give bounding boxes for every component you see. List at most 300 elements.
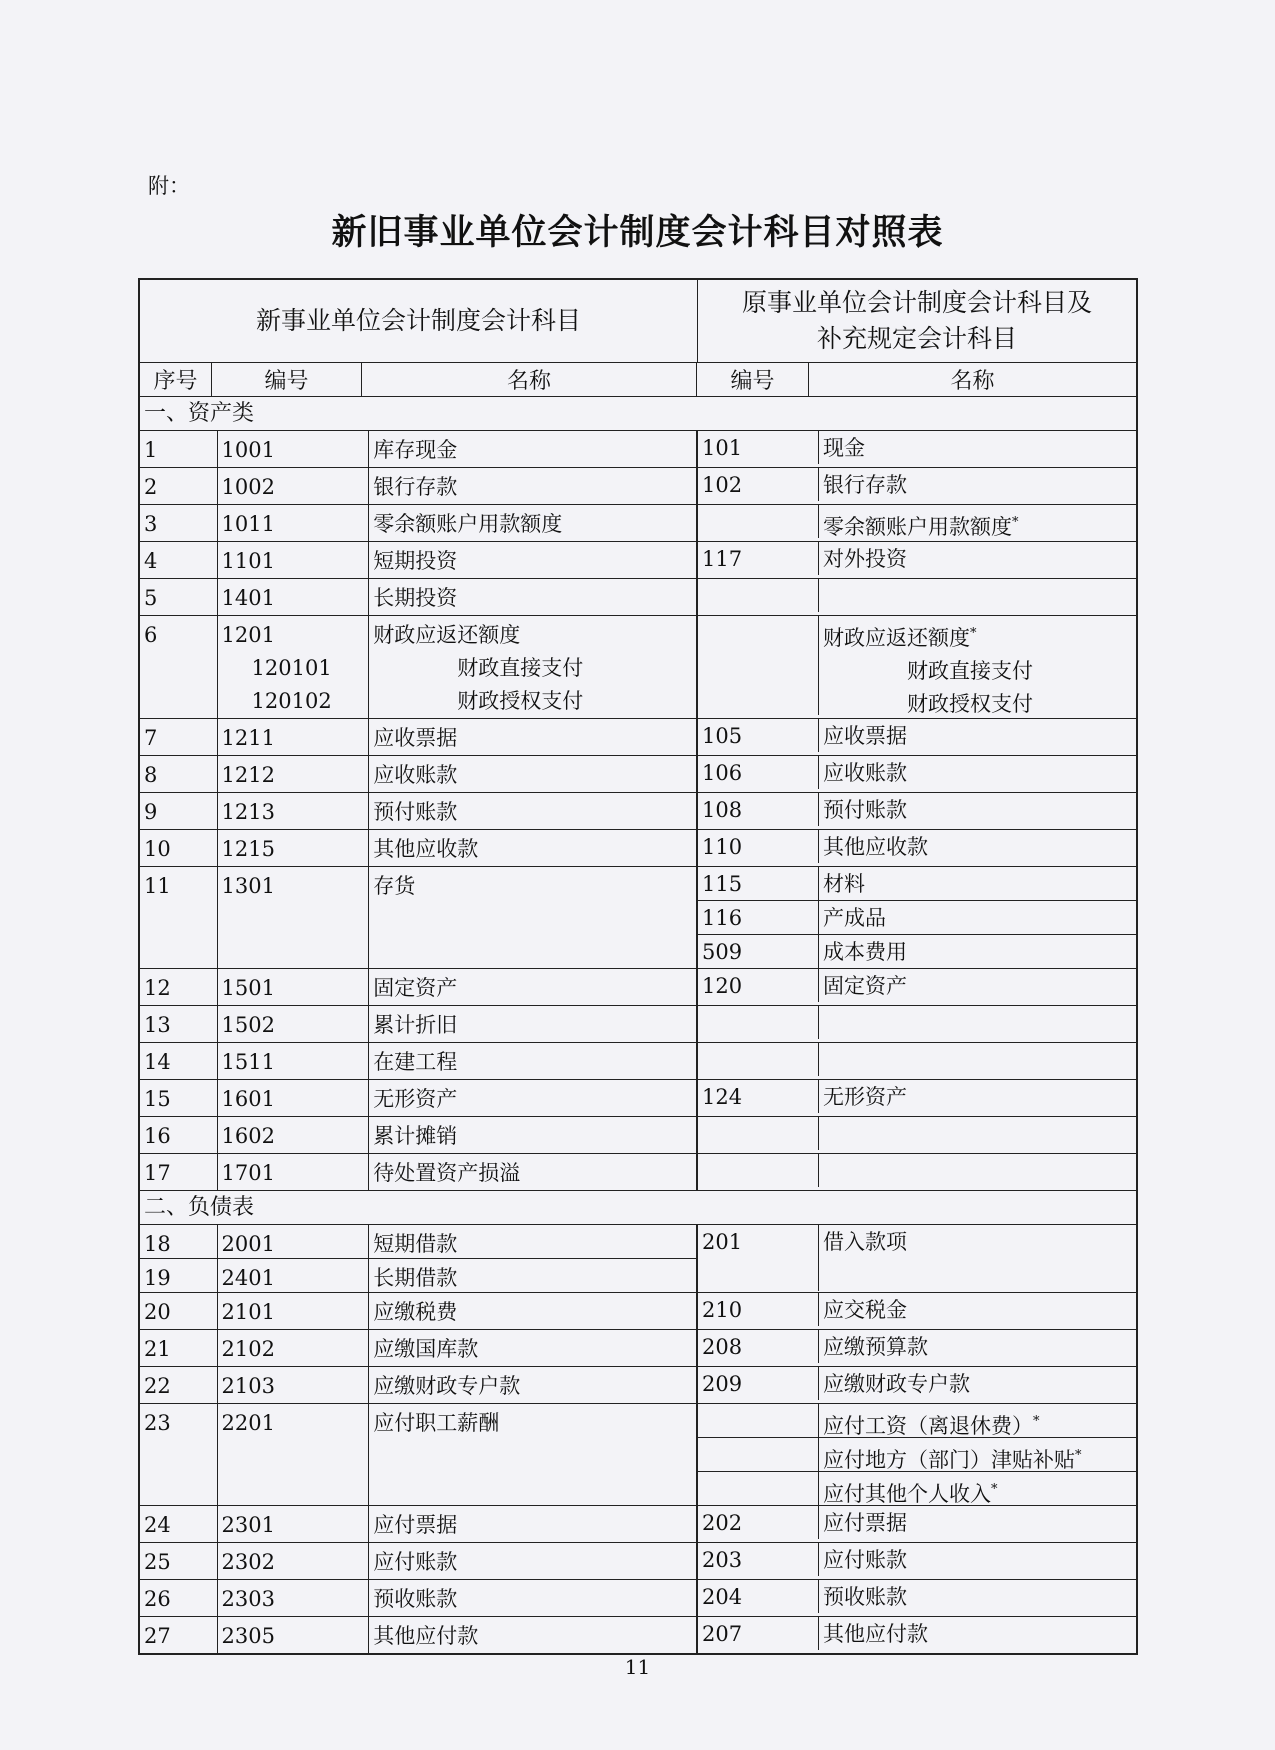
seq-cell: 18 xyxy=(140,1225,218,1258)
code-cell: 2301 xyxy=(218,1506,370,1542)
table-row xyxy=(140,431,1136,468)
name-text: 预付账款 xyxy=(373,800,458,824)
old-name-text: 其他应收款 xyxy=(823,835,928,859)
seq-cell: 12 xyxy=(140,969,218,1005)
code-cell xyxy=(218,579,370,615)
code-cell: 2001 xyxy=(218,1225,370,1258)
table-row xyxy=(140,1006,1136,1043)
old-subjects xyxy=(698,867,1136,968)
old-subjects xyxy=(698,719,1136,755)
old-name-cell xyxy=(819,1438,1136,1471)
name-cell: 应付账款 xyxy=(369,1543,697,1579)
old-name-cell: 其他应付款 xyxy=(823,1622,928,1646)
new-subject xyxy=(140,1330,698,1366)
old-code-cell: 201 xyxy=(698,1225,819,1291)
seq-cell: 8 xyxy=(140,756,218,792)
table-row xyxy=(140,1293,1136,1330)
new-subject xyxy=(140,1225,697,1259)
old-subjects xyxy=(698,1580,1136,1616)
asterisk-mark: * xyxy=(991,1482,998,1497)
seq-cell: 26 xyxy=(140,1580,218,1616)
new-subject xyxy=(140,579,698,615)
old-subjects xyxy=(698,1293,1136,1329)
old-name-text: 成本费用 xyxy=(823,940,907,964)
old-subjects xyxy=(698,1330,1136,1366)
old-code-cell: 117 xyxy=(698,542,819,575)
old-name-text: 应付其他个人收入 xyxy=(823,1482,991,1506)
new-subject xyxy=(140,793,698,829)
old-name-cell xyxy=(819,1117,1136,1150)
new-subject xyxy=(140,1080,698,1116)
old-subjects xyxy=(698,505,1136,541)
old-code-cell xyxy=(698,1404,819,1437)
old-subject-row xyxy=(698,542,1136,575)
code-cell xyxy=(218,542,370,578)
code-cell xyxy=(218,867,370,968)
old-name-cell xyxy=(819,616,1136,715)
page-number: 11 xyxy=(624,1655,651,1679)
name-text: 累计折旧 xyxy=(373,1013,458,1037)
old-name-cell: 应付账款 xyxy=(823,1548,907,1572)
old-subject-row xyxy=(698,468,1136,501)
old-subjects xyxy=(698,542,1136,578)
col-old-name-header: 名称 xyxy=(950,369,995,394)
name-cell xyxy=(369,1043,697,1079)
old-name-line xyxy=(823,688,1132,721)
seq-cell: 3 xyxy=(140,505,218,541)
new-subject xyxy=(140,756,698,792)
old-code-cell xyxy=(698,579,819,612)
new-subject xyxy=(140,719,698,755)
old-subjects xyxy=(698,1617,1136,1653)
seq-cell: 21 xyxy=(140,1330,218,1366)
code-text: 1011 xyxy=(221,512,275,536)
name-cell xyxy=(369,719,697,755)
seq-cell: 16 xyxy=(140,1117,218,1153)
new-subject xyxy=(140,1543,698,1579)
old-name-cell xyxy=(819,1006,1136,1039)
old-name-text: 产成品 xyxy=(823,906,886,930)
seq-cell: 7 xyxy=(140,719,218,755)
old-system-header-line2: 补充规定会计科目 xyxy=(816,324,1017,353)
code-cell: 2401 xyxy=(218,1259,370,1292)
seq-cell: 17 xyxy=(140,1154,218,1190)
old-subject-row xyxy=(698,756,1136,789)
seq-cell: 23 xyxy=(140,1404,218,1505)
code-cell: 2201 xyxy=(218,1404,370,1505)
old-subjects xyxy=(698,1543,1136,1579)
old-subject-row xyxy=(698,1367,1136,1400)
new-subject xyxy=(140,969,698,1005)
old-code-cell xyxy=(698,505,819,538)
name-text: 应收票据 xyxy=(373,726,458,750)
seq-cell: 20 xyxy=(140,1293,218,1329)
table-row xyxy=(140,1330,1136,1367)
old-subjects xyxy=(698,756,1136,792)
code-cell xyxy=(218,1043,370,1079)
assets-body xyxy=(140,431,1136,1191)
seq-cell: 4 xyxy=(140,542,218,578)
name-cell: 其他应付款 xyxy=(369,1617,697,1653)
old-subject-row xyxy=(698,505,1136,538)
old-name-line xyxy=(823,617,1132,655)
code-cell xyxy=(218,468,370,504)
seq-cell: 25 xyxy=(140,1543,218,1579)
code-cell xyxy=(218,969,370,1005)
new-subject-group xyxy=(140,1225,698,1292)
old-code-cell xyxy=(698,1006,819,1039)
column-header-row xyxy=(140,363,1136,397)
table-row xyxy=(140,1543,1136,1580)
old-code-cell xyxy=(698,1472,819,1505)
old-code-cell: 124 xyxy=(698,1080,819,1113)
old-code-cell: 208 xyxy=(698,1330,819,1363)
code-text: 1201 xyxy=(221,623,275,647)
old-subject-row xyxy=(698,1225,1136,1291)
old-name-text: 固定资产 xyxy=(823,974,907,998)
asterisk-mark: * xyxy=(1033,1414,1040,1429)
code-cell: 2102 xyxy=(218,1330,370,1366)
old-name-cell xyxy=(819,901,1136,934)
code-cell xyxy=(218,505,370,541)
old-name-text: 银行存款 xyxy=(823,473,907,497)
old-name-cell xyxy=(819,756,1136,789)
old-subjects xyxy=(698,1506,1136,1542)
name-text: 短期投资 xyxy=(373,549,458,573)
sub-code-text: 120102 xyxy=(251,689,332,713)
old-subjects xyxy=(698,830,1136,866)
old-code-cell: 203 xyxy=(698,1543,819,1576)
old-name-cell xyxy=(819,935,1136,968)
old-code-cell xyxy=(698,1117,819,1150)
old-subjects xyxy=(698,468,1136,504)
new-subject xyxy=(140,1006,698,1042)
name-cell xyxy=(369,969,697,1005)
name-text: 其他应收款 xyxy=(373,837,479,861)
old-subjects xyxy=(698,793,1136,829)
table-row xyxy=(140,969,1136,1006)
name-text: 长期投资 xyxy=(373,586,458,610)
table-row xyxy=(140,830,1136,867)
old-subject-row xyxy=(698,616,1136,715)
table-group-header xyxy=(140,280,1136,363)
seq-cell: 11 xyxy=(140,867,218,968)
old-name-cell xyxy=(819,867,1136,900)
code-cell: 2305 xyxy=(218,1617,370,1653)
code-cell xyxy=(218,616,370,718)
new-subject xyxy=(140,1154,698,1190)
seq-cell: 14 xyxy=(140,1043,218,1079)
old-code-cell: 110 xyxy=(698,830,819,863)
code-text: 1212 xyxy=(221,763,275,787)
old-subject-row xyxy=(698,935,1136,968)
old-code-cell xyxy=(698,616,819,715)
name-cell xyxy=(369,1154,697,1190)
code-text: 1501 xyxy=(221,976,275,1000)
page-title: 新旧事业单位会计制度会计科目对照表 xyxy=(331,212,944,253)
table-row xyxy=(140,719,1136,756)
old-code-cell: 202 xyxy=(698,1506,819,1539)
name-cell xyxy=(369,431,697,467)
old-subject-row xyxy=(698,1438,1136,1472)
code-text: 1002 xyxy=(221,475,275,499)
old-name-text: 对外投资 xyxy=(823,547,907,571)
code-cell xyxy=(218,1117,370,1153)
table-row xyxy=(140,1404,1136,1506)
old-code-cell: 115 xyxy=(698,867,819,900)
old-code-cell: 105 xyxy=(698,719,819,752)
old-code-cell xyxy=(698,1043,819,1076)
liabilities-body xyxy=(140,1225,1136,1653)
table-row xyxy=(140,1580,1136,1617)
new-subject xyxy=(140,1259,697,1292)
code-cell xyxy=(218,756,370,792)
code-cell xyxy=(218,1154,370,1190)
name-cell: 应付票据 xyxy=(369,1506,697,1542)
old-name-cell xyxy=(819,719,1136,752)
old-subject-row xyxy=(698,1543,1136,1576)
old-subject-row xyxy=(698,1472,1136,1505)
name-text: 待处置资产损溢 xyxy=(373,1161,521,1185)
name-cell xyxy=(369,468,697,504)
code-text: 1502 xyxy=(221,1013,275,1037)
seq-cell: 6 xyxy=(140,616,218,718)
old-subject-row xyxy=(698,969,1136,1002)
code-cell: 2101 xyxy=(218,1293,370,1329)
old-code-cell xyxy=(698,1438,819,1471)
old-subject-row xyxy=(698,1617,1136,1650)
name-cell: 应缴国库款 xyxy=(369,1330,697,1366)
seq-cell: 5 xyxy=(140,579,218,615)
old-code-cell: 204 xyxy=(698,1580,819,1613)
table-row xyxy=(140,468,1136,505)
comparison-table xyxy=(138,278,1138,1655)
name-text: 无形资产 xyxy=(373,1087,458,1111)
old-subjects xyxy=(698,1367,1136,1403)
old-name-cell xyxy=(819,1043,1136,1076)
seq-cell: 27 xyxy=(140,1617,218,1653)
table-row xyxy=(140,505,1136,542)
table-row xyxy=(140,1080,1136,1117)
code-text: 1511 xyxy=(221,1050,275,1074)
old-name-text: 材料 xyxy=(823,872,865,896)
table-row xyxy=(140,1506,1136,1543)
seq-cell: 24 xyxy=(140,1506,218,1542)
old-name-cell xyxy=(819,505,1136,538)
old-subject-row xyxy=(698,830,1136,863)
old-name-cell: 应缴财政专户款 xyxy=(823,1372,970,1396)
name-text: 固定资产 xyxy=(373,976,458,1000)
old-subjects xyxy=(698,579,1136,615)
name-text: 银行存款 xyxy=(373,475,458,499)
code-text: 1301 xyxy=(221,874,275,898)
name-cell xyxy=(369,867,697,968)
new-subject xyxy=(140,1367,698,1403)
old-code-cell xyxy=(698,1154,819,1187)
table-row xyxy=(140,1117,1136,1154)
name-cell xyxy=(369,542,697,578)
new-subject xyxy=(140,431,698,467)
asterisk-mark: * xyxy=(1075,1448,1082,1463)
col-name-header: 名称 xyxy=(362,363,697,396)
appendix-label: 附： xyxy=(148,174,190,198)
old-system-header xyxy=(698,280,1136,362)
old-name-cell: 应付票据 xyxy=(823,1511,907,1535)
seq-cell: 15 xyxy=(140,1080,218,1116)
old-code-cell: 106 xyxy=(698,756,819,789)
seq-cell: 13 xyxy=(140,1006,218,1042)
table-row xyxy=(140,1154,1136,1191)
old-code-cell: 108 xyxy=(698,793,819,826)
old-name-cell xyxy=(819,830,1136,863)
name-cell: 应缴税费 xyxy=(369,1293,697,1329)
old-subject-row xyxy=(698,1580,1136,1613)
sub-name-text: 财政授权支付 xyxy=(457,689,584,713)
old-name-cell xyxy=(819,542,1136,575)
seq-cell: 19 xyxy=(140,1259,218,1292)
code-text: 1215 xyxy=(221,837,275,861)
name-text: 应收账款 xyxy=(373,763,458,787)
name-cell xyxy=(369,505,697,541)
new-subject xyxy=(140,505,698,541)
seq-cell: 10 xyxy=(140,830,218,866)
name-cell xyxy=(369,793,697,829)
new-subject xyxy=(140,1580,698,1616)
new-subject xyxy=(140,1404,698,1505)
old-name-text: 无形资产 xyxy=(823,1085,907,1109)
name-text: 在建工程 xyxy=(373,1050,458,1074)
old-subject-row xyxy=(698,1154,1136,1187)
seq-cell: 2 xyxy=(140,468,218,504)
name-cell: 预收账款 xyxy=(369,1580,697,1616)
code-cell xyxy=(218,830,370,866)
old-subject-row xyxy=(698,1117,1136,1150)
old-subject-row xyxy=(698,901,1136,935)
old-subject-row xyxy=(698,1006,1136,1039)
code-text: 1213 xyxy=(221,800,275,824)
code-cell xyxy=(218,431,370,467)
old-name-cell xyxy=(819,1404,1136,1437)
old-code-cell: 120 xyxy=(698,969,819,1002)
new-subject xyxy=(140,542,698,578)
code-cell: 2103 xyxy=(218,1367,370,1403)
new-subject xyxy=(140,1117,698,1153)
old-code-cell: 210 xyxy=(698,1293,819,1326)
asterisk-mark: * xyxy=(970,626,977,641)
old-subjects xyxy=(698,1404,1136,1505)
old-name-cell xyxy=(819,1080,1136,1113)
old-subject-row xyxy=(698,431,1136,464)
name-cell xyxy=(369,830,697,866)
name-cell xyxy=(369,1080,697,1116)
name-cell: 长期借款 xyxy=(369,1259,697,1292)
old-name-text: 财政直接支付 xyxy=(907,659,1033,683)
old-name-cell xyxy=(819,1154,1136,1187)
old-name-line xyxy=(823,655,1132,688)
old-name-cell: 借入款项 xyxy=(823,1230,907,1254)
old-name-text: 财政应返还额度 xyxy=(823,626,970,650)
old-subjects xyxy=(698,1006,1136,1042)
old-code-cell: 102 xyxy=(698,468,819,501)
old-name-cell xyxy=(819,468,1136,501)
new-system-header: 新事业单位会计制度会计科目 xyxy=(140,280,698,362)
old-subject-row xyxy=(698,793,1136,826)
old-subjects xyxy=(698,431,1136,467)
code-text: 1211 xyxy=(221,726,275,750)
old-subjects xyxy=(698,1225,1136,1292)
old-subject-row xyxy=(698,1080,1136,1113)
asterisk-mark: * xyxy=(1012,515,1019,530)
code-cell: 2303 xyxy=(218,1580,370,1616)
old-subject-row xyxy=(698,1293,1136,1326)
name-cell: 应付职工薪酬 xyxy=(369,1404,697,1505)
name-cell: 短期借款 xyxy=(369,1225,697,1258)
old-name-text: 应收账款 xyxy=(823,761,907,785)
code-text: 1601 xyxy=(221,1087,275,1111)
new-subject xyxy=(140,1617,698,1653)
old-subject-row xyxy=(698,867,1136,901)
code-cell xyxy=(218,1080,370,1116)
section-liabilities: 二、负债表 xyxy=(140,1191,1136,1225)
old-subjects xyxy=(698,1080,1136,1116)
table-row xyxy=(140,793,1136,830)
table-row xyxy=(140,579,1136,616)
table-row xyxy=(140,1617,1136,1653)
table-row xyxy=(140,616,1136,719)
new-subject xyxy=(140,867,698,968)
old-code-cell: 116 xyxy=(698,901,819,934)
old-name-text: 现金 xyxy=(823,436,865,460)
old-name-cell xyxy=(819,969,1136,1002)
name-cell xyxy=(369,579,697,615)
code-cell xyxy=(218,719,370,755)
seq-cell: 9 xyxy=(140,793,218,829)
table-row xyxy=(140,1043,1136,1080)
old-subject-row xyxy=(698,719,1136,752)
old-code-cell: 207 xyxy=(698,1617,819,1650)
new-subject xyxy=(140,468,698,504)
code-text: 1101 xyxy=(221,549,275,573)
old-subjects xyxy=(698,1154,1136,1190)
old-name-text: 应付地方（部门）津贴补贴 xyxy=(823,1448,1075,1472)
old-code-cell: 101 xyxy=(698,431,819,464)
name-cell xyxy=(369,1006,697,1042)
name-text: 财政应返还额度 xyxy=(373,623,521,647)
old-subjects xyxy=(698,616,1136,718)
code-cell xyxy=(218,793,370,829)
new-subject xyxy=(140,1506,698,1542)
old-subject-row xyxy=(698,1330,1136,1363)
table-row xyxy=(140,867,1136,969)
name-text: 累计摊销 xyxy=(373,1124,458,1148)
col-seq-header: 序号 xyxy=(140,363,212,396)
old-name-cell: 应缴预算款 xyxy=(823,1335,928,1359)
old-code-cell: 209 xyxy=(698,1367,819,1400)
old-name-text: 财政授权支付 xyxy=(907,692,1033,716)
old-code-cell: 509 xyxy=(698,935,819,968)
old-subject-row xyxy=(698,1506,1136,1539)
old-name-cell: 应交税金 xyxy=(823,1298,907,1322)
name-cell xyxy=(369,616,697,718)
old-subjects xyxy=(698,1117,1136,1153)
old-subjects xyxy=(698,969,1136,1005)
old-name-text: 应付工资（离退休费） xyxy=(823,1414,1033,1438)
code-text: 1701 xyxy=(221,1161,275,1185)
new-subject xyxy=(140,830,698,866)
seq-cell: 22 xyxy=(140,1367,218,1403)
sub-name-text: 财政直接支付 xyxy=(457,656,584,680)
seq-cell: 1 xyxy=(140,431,218,467)
